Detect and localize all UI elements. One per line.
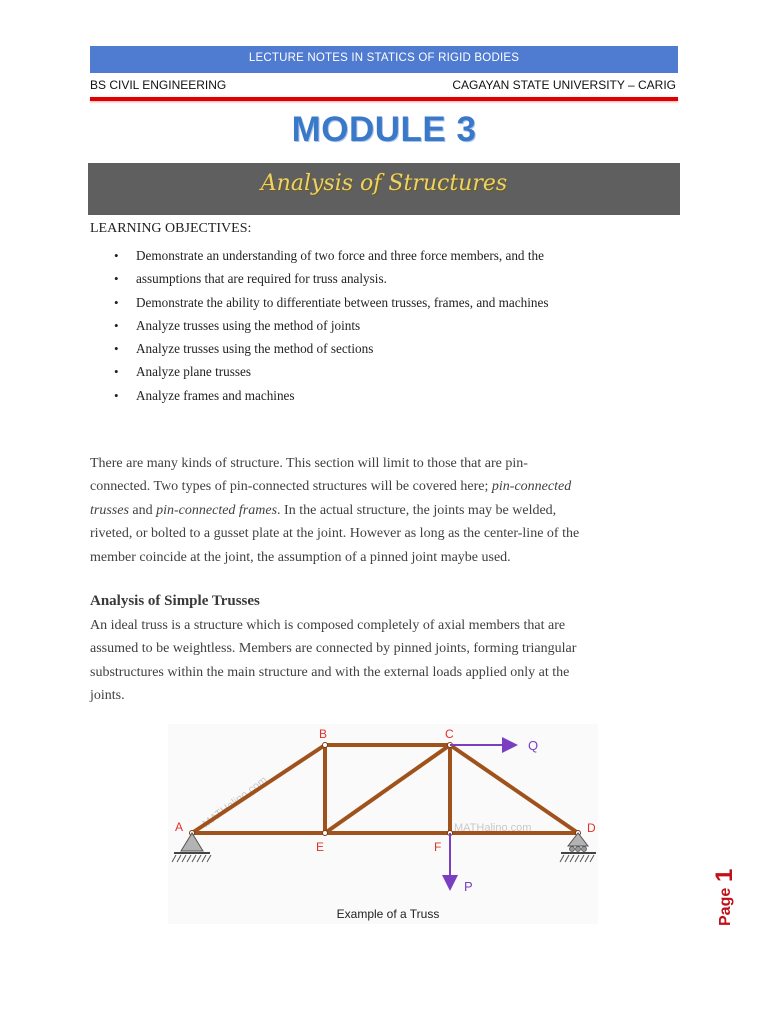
header-university: CAGAYAN STATE UNIVERSITY – CARIG (452, 78, 676, 92)
joint-label-c: C (445, 727, 454, 741)
header-program: BS CIVIL ENGINEERING (90, 78, 227, 92)
objectives-heading: LEARNING OBJECTIVES: (90, 221, 252, 236)
load-label-q: Q (528, 738, 539, 753)
page-number-label (702, 862, 762, 932)
truss-diagram (168, 724, 598, 924)
header-rule (90, 97, 678, 101)
objective-item: • Analyze frames and machines (112, 384, 632, 407)
header-title: LECTURE NOTES IN STATICS OF RIGID BODIES (248, 52, 520, 64)
joint-pin (323, 831, 328, 836)
section-title: Analysis of Structures (260, 171, 508, 196)
joint-label-e: E (316, 840, 325, 854)
load-label-p: P (464, 879, 473, 894)
watermark-text: MATHalino.com (454, 822, 532, 834)
simple-trusses-paragraph: An ideal truss is a structure which is composed completely of axial members that are assumed to be weightless. Members are connected by pinned joints, forming triangular substructures within the main structure and with the external loads applied only at the joints. (90, 618, 577, 704)
joint-pin (323, 743, 328, 748)
simple-trusses-heading: Analysis of Simple Trusses (90, 593, 260, 609)
page-number: 1 (711, 868, 738, 882)
module-title: MODULE 3 (291, 110, 477, 149)
joint-label-b: B (319, 727, 328, 741)
objective-item: • Analyze plane trusses (112, 360, 632, 383)
objective-item-continuation: • assumptions that are required for truss analysis. (112, 267, 632, 290)
watermark-text: MATHalino.com (200, 774, 270, 831)
objectives-list (112, 244, 632, 407)
page-word: Page (717, 887, 734, 926)
figure-background (168, 724, 598, 924)
joint-label-a: A (175, 820, 184, 834)
figure-caption: Example of a Truss (336, 907, 440, 921)
intro-paragraph: There are many kinds of structure. This section will limit to those that are pin- connected. Two types of pin-connected structures will be covered here; pin-connected trusses and pin-connected frames. In the actual structure, the joints may be welded, riveted, or bolted to a gusset plate at the joint. However as long as the center-line of the member coincide at the joint, the assumption of a pinned joint maybe used. (90, 456, 580, 565)
objective-item: • Analyze trusses using the method of joints (112, 314, 632, 337)
objective-item: • Analyze trusses using the method of sections (112, 337, 632, 360)
joint-label-d: D (587, 821, 596, 835)
objective-item: • Demonstrate an understanding of two force and three force members, and the (112, 244, 632, 267)
objective-item: • Demonstrate the ability to differentiate between trusses, frames, and machines (112, 291, 632, 314)
joint-label-f: F (434, 840, 442, 854)
